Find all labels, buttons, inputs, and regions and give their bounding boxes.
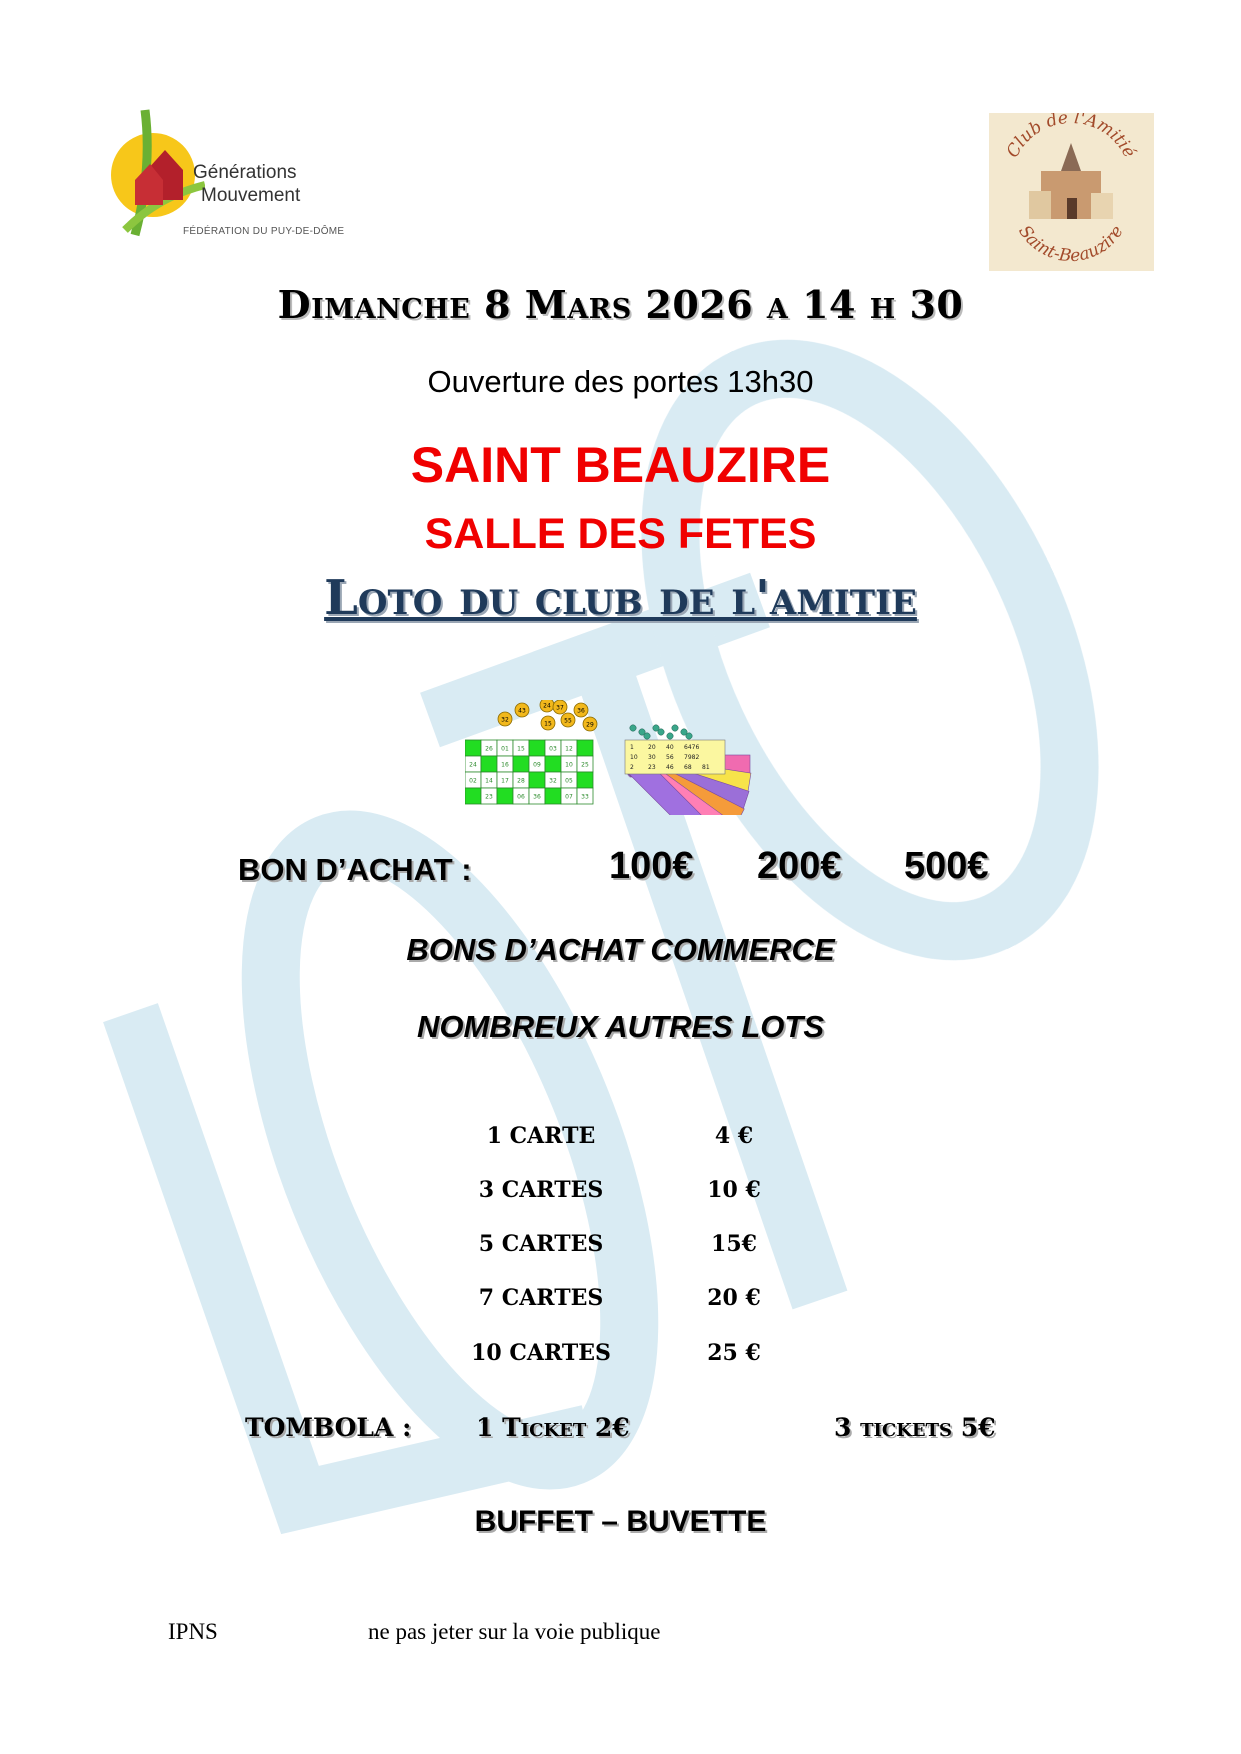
grid-cell <box>577 772 593 788</box>
logo-right-bottom-text: Saint-Beauzire <box>1014 221 1128 267</box>
grid-number: 02 <box>469 777 477 785</box>
ticket-number: 7982 <box>684 754 700 761</box>
grid-cell <box>513 756 529 772</box>
generations-mouvement-logo <box>105 100 345 260</box>
club-amitie-logo <box>989 113 1154 271</box>
grid-number: 14 <box>485 777 493 785</box>
ticket-number: 23 <box>648 764 656 771</box>
logo-left-line2: Mouvement <box>201 185 301 206</box>
ticket-number: 6476 <box>684 744 700 751</box>
grid-number: 26 <box>485 745 493 753</box>
ticket-number: 68 <box>684 764 692 771</box>
doors-opening: Ouverture des portes 13h30 <box>427 364 814 399</box>
ticket-number: 40 <box>666 744 674 751</box>
loto-ball-number: 43 <box>518 707 526 715</box>
village-icon <box>989 113 1154 271</box>
price-value-5: 25 € <box>707 1340 761 1366</box>
token <box>644 733 650 739</box>
ticket-top <box>625 740 725 774</box>
tombola-option-2: 3 tickets 5€ <box>834 1413 996 1442</box>
footer-ipns: IPNS <box>168 1619 218 1644</box>
price-label-1: 1 CARTE <box>486 1123 596 1149</box>
token <box>672 725 678 731</box>
voucher-amount-2: 200€ <box>757 845 842 887</box>
price-label-3: 5 CARTES <box>478 1231 604 1257</box>
ticket-number: 56 <box>666 754 674 761</box>
loto-ball-number: 37 <box>556 704 564 712</box>
grid-number: 05 <box>565 777 573 785</box>
sun-house-icon <box>105 100 205 240</box>
grid-cell <box>465 788 481 804</box>
loto-ball-number: 55 <box>564 717 572 725</box>
voucher-amount-1: 100€ <box>609 845 694 887</box>
price-value-3: 15€ <box>711 1231 757 1257</box>
token <box>658 729 664 735</box>
grid-number: 01 <box>501 745 509 753</box>
logo-left-line3: FÉDÉRATION DU PUY-DE-DÔME <box>183 226 345 237</box>
grid-number: 17 <box>501 777 509 785</box>
tombola-label: TOMBOLA : <box>245 1413 412 1442</box>
grid-cell <box>481 756 497 772</box>
other-prizes: NOMBREUX AUTRES LOTS <box>416 1009 825 1044</box>
svg-text:Saint-Beauzire <box>1014 222 1127 266</box>
grid-number: 32 <box>549 777 557 785</box>
ticket-number: 10 <box>630 754 638 761</box>
loto-ball-number: 24 <box>543 702 551 710</box>
grid-cell <box>577 740 593 756</box>
venue-name: SALLE DES FETES <box>424 510 817 558</box>
grid-number: 10 <box>565 761 573 769</box>
buffet-bar: BUFFET – BUVETTE <box>474 1505 767 1538</box>
ticket-number: 20 <box>648 744 656 751</box>
loto-cards-icon <box>465 700 765 815</box>
footer-notice: ne pas jeter sur la voie publique <box>368 1619 661 1644</box>
grid-cell <box>545 756 561 772</box>
event-date: Dimanche 8 Mars 2026 a 14 h 30 <box>277 282 964 327</box>
price-label-2: 3 CARTES <box>478 1177 604 1203</box>
logo-left-line1: Générations <box>193 162 297 183</box>
loto-ball-number: 29 <box>586 721 594 729</box>
tombola-option-1: 1 Ticket 2€ <box>476 1413 630 1442</box>
price-value-2: 10 € <box>707 1177 761 1203</box>
grid-number: 33 <box>581 793 589 801</box>
grid-cell <box>497 788 513 804</box>
grid-number: 36 <box>533 793 541 801</box>
grid-number: 07 <box>565 793 573 801</box>
voucher-amount-3: 500€ <box>904 845 989 887</box>
logo-right-top-text: Club de l'Amitié <box>1002 113 1140 162</box>
grid-number: 23 <box>485 793 493 801</box>
grid-number: 06 <box>517 793 525 801</box>
grid-number: 24 <box>469 761 477 769</box>
grid-number: 03 <box>549 745 557 753</box>
loto-ball-number: 36 <box>577 707 585 715</box>
price-value-4: 20 € <box>707 1285 761 1311</box>
ticket-number: 1 <box>630 744 634 751</box>
token <box>667 733 673 739</box>
loto-ball-number: 15 <box>544 720 552 728</box>
grid-number: 16 <box>501 761 509 769</box>
token <box>630 725 636 731</box>
price-label-5: 10 CARTES <box>471 1340 611 1366</box>
ticket-number: 81 <box>702 764 710 771</box>
shop-vouchers: BONS D’ACHAT COMMERCE <box>406 932 835 967</box>
loto-ball-number: 32 <box>501 716 509 724</box>
event-title: Loto du club de l'amitie <box>324 570 917 626</box>
grid-number: 25 <box>581 761 589 769</box>
grid-cell <box>529 740 545 756</box>
grid-cell <box>465 740 481 756</box>
town-name: SAINT BEAUZIRE <box>410 437 831 493</box>
grid-number: 28 <box>517 777 525 785</box>
grid-cell <box>529 772 545 788</box>
ticket-number: 30 <box>648 754 656 761</box>
grid-number: 09 <box>533 761 541 769</box>
grid-cell <box>545 788 561 804</box>
ticket-number: 46 <box>666 764 674 771</box>
grid-number: 15 <box>517 745 525 753</box>
price-label-4: 7 CARTES <box>478 1285 604 1311</box>
ticket-number: 2 <box>630 764 634 771</box>
token <box>686 733 692 739</box>
voucher-label: BON D’ACHAT : <box>238 852 472 887</box>
grid-number: 12 <box>565 745 573 753</box>
price-value-1: 4 € <box>714 1123 754 1149</box>
